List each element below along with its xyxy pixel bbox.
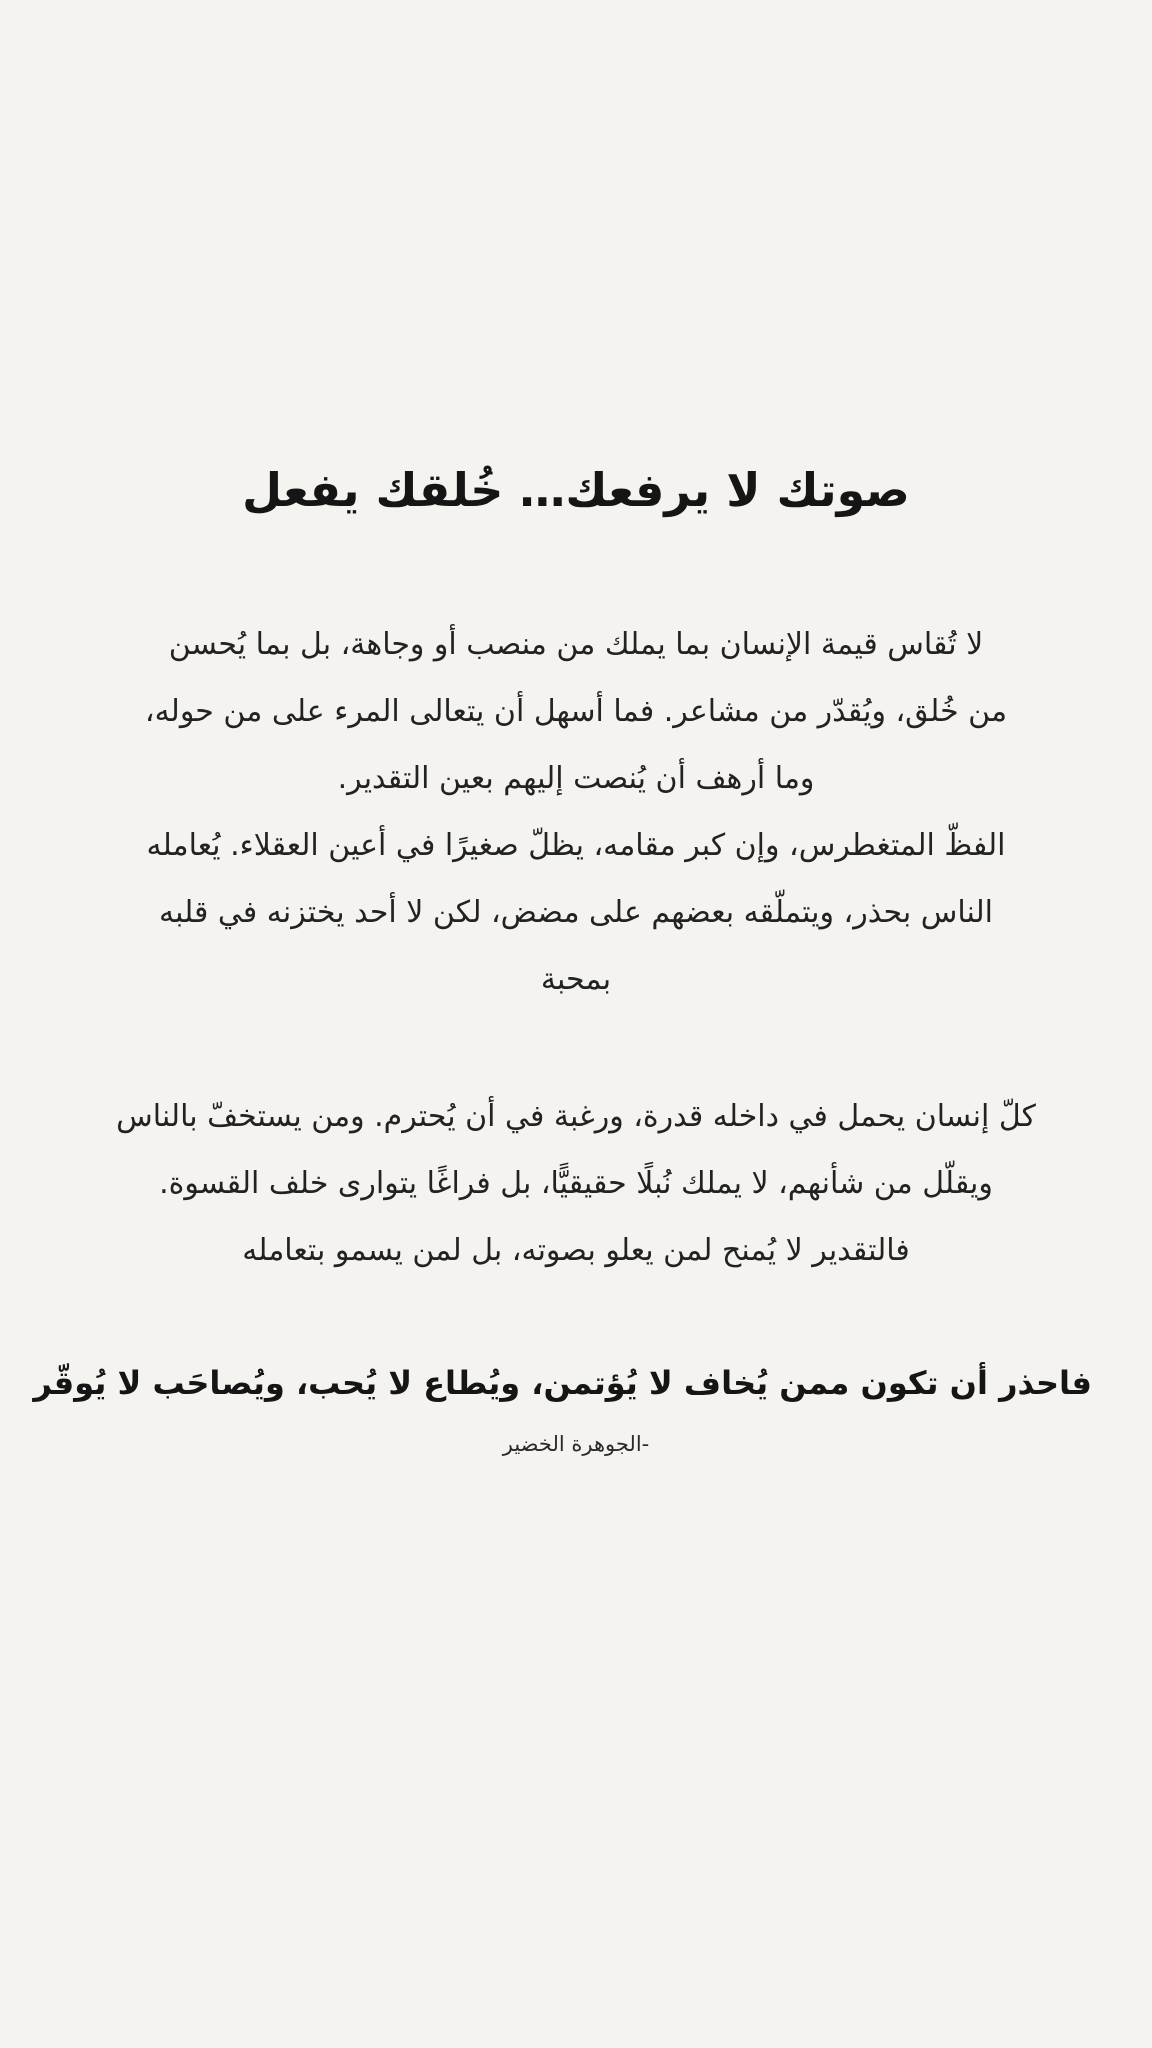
paragraph-line: فالتقدير لا يُمنح لمن يعلو بصوته، بل لمن يسمو بتعامله — [242, 1233, 910, 1268]
paragraph-line: وما أرهف أن يُنصت إليهم بعين التقدير. — [337, 761, 815, 796]
paragraph-2 — [90, 1083, 1062, 1284]
paragraph-line: ويقلّل من شأنهم، لا يملك نُبلًا حقيقيًّا، بل فراغًا يتوارى خلف القسوة. — [159, 1166, 993, 1201]
paragraph-line: بمحبة — [540, 962, 612, 997]
paragraph-line: لا تُقاس قيمة الإنسان بما يملك من منصب أو وجاهة، بل بما يُحسن — [168, 627, 984, 662]
paragraph-1 — [90, 611, 1062, 1013]
page-title: صوتك لا يرفعك… خُلقك يفعل — [242, 463, 910, 517]
paragraph-line: من خُلق، ويُقدّر من مشاعر. فما أسهل أن يتعالى المرء على من حوله، — [144, 694, 1008, 729]
closing-statement: فاحذر أن تكون ممن يُخاف لا يُؤتمن، ويُطاع لا يُحب، ويُصاحَب لا يُوقّر — [33, 1364, 1092, 1402]
paragraph-line: الناس بحذر، ويتملّقه بعضهم على مضض، لكن لا أحد يختزنه في قلبه — [158, 895, 994, 930]
author-signature: -الجوهرة الخضير — [502, 1432, 650, 1456]
paragraph-line: كلّ إنسان يحمل في داخله قدرة، ورغبة في أن يُحترم. ومن يستخفّ بالناس — [116, 1099, 1036, 1134]
paragraph-line: الفظّ المتغطرس، وإن كبر مقامه، يظلّ صغيرًا في أعين العقلاء. يُعامله — [146, 828, 1006, 863]
